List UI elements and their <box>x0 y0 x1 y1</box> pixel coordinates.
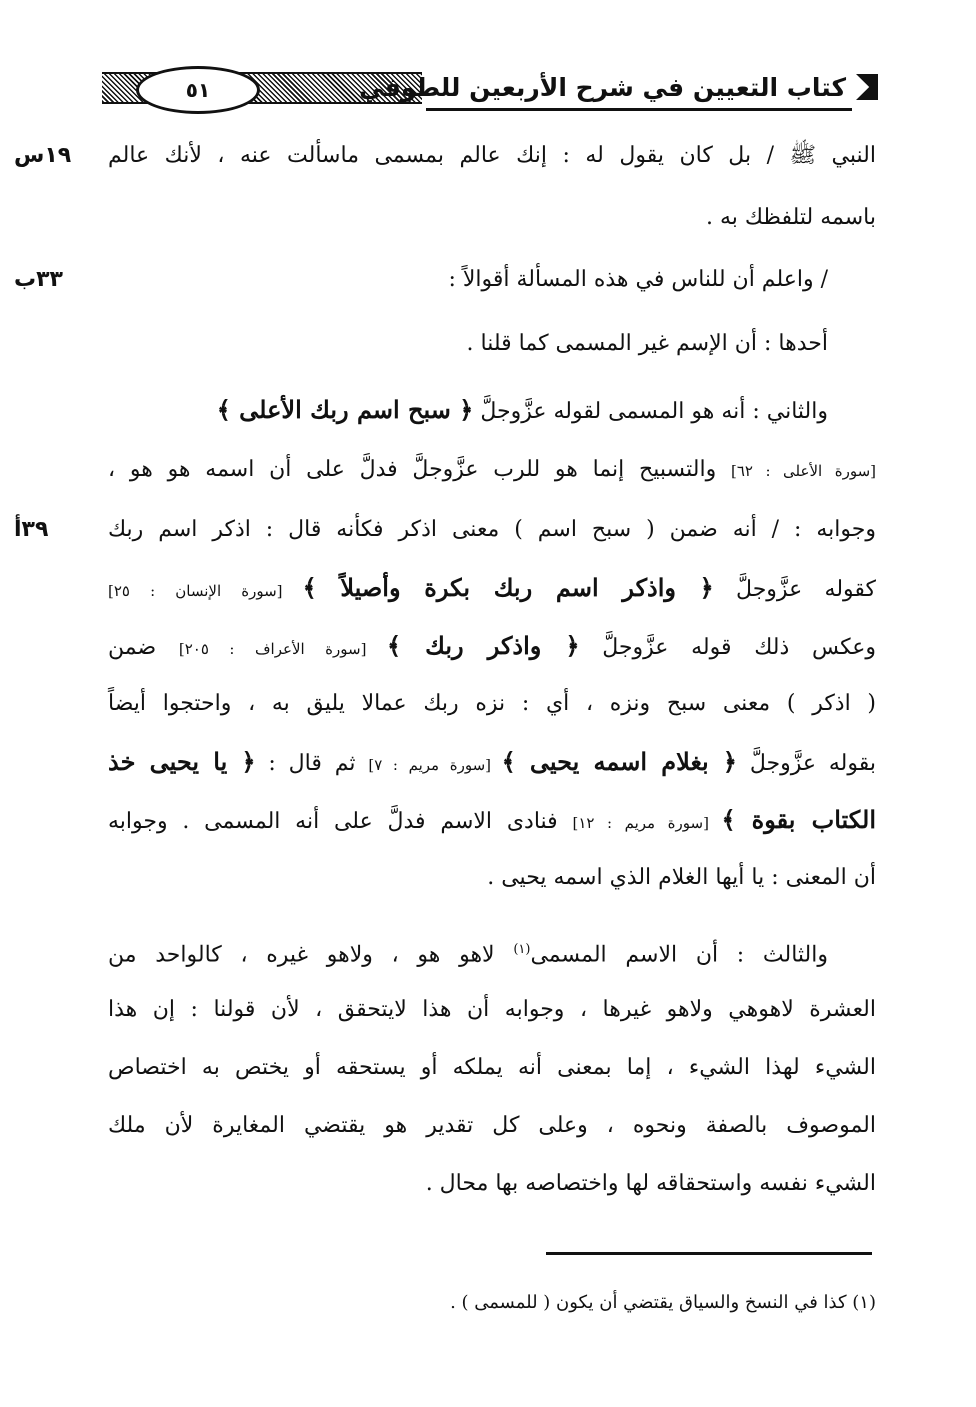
surah-reference: [سورة الأعراف : ٢٠٥] <box>178 640 387 658</box>
surah-reference: [سورة مريم : ١٢] <box>572 814 722 832</box>
text-line: أن المعنى : يا أيها الغلام الذي اسمه يحيى . <box>487 865 876 890</box>
margin-note: ٣٩أ <box>14 517 49 542</box>
running-header <box>96 62 886 114</box>
footnote: (١) كذا في النسخ والسياق يقتضي أن يكون ( للمسمى ) . <box>450 1292 876 1313</box>
header-corner-ornament <box>856 74 878 100</box>
text-line: / واعلم أن للناس في هذه المسألة أقوالاً : <box>448 267 828 292</box>
quran-quote: الكتاب بقوة ﴾ <box>721 805 877 834</box>
text-line: ( اذكر ) معنى سبح ونزه ، أي : نزه ربك عمالا يليق به ، واحتجوا أيضاً <box>108 691 876 716</box>
text-line: والثالث : أن الاسم المسمى$^{(١)}$ لاهو هو ، ولاهو غيره ، كالواحد من <box>108 942 828 968</box>
quran-quote: ﴿ بغلام اسمه يحيى ﴾ <box>501 747 737 776</box>
text-line: الشيء لهذا الشيء ، إما بمعنى أنه يملكه أو يستحقه أو يختص به اختصاص <box>108 1055 876 1080</box>
book-title: كتاب التعيين في شرح الأربعين للطوفي <box>359 73 846 102</box>
margin-note: ١٩س <box>14 143 72 168</box>
text-line: أحدها : أن الإسم غير المسمى كما قلنا . <box>466 331 828 356</box>
text-line: العشرة لاهوهي ولاهو غيرها ، وجوابه أن هذا لايتحقق ، لأن قولنا : إن هذا <box>108 997 876 1022</box>
text-line: [سورة الأعلى : ٦٢] والتسبيح إنما هو للرب عزَّوجلَّ فدلَّ على أن اسمه هو هو ، <box>108 457 876 482</box>
quran-quote: ﴿ واذكر ربك ﴾ <box>386 631 580 660</box>
quran-quote: ﴿ سبح اسم ربك الأعلى ﴾ <box>216 395 474 424</box>
surah-reference: [سورة مريم : ٧] <box>368 756 502 774</box>
margin-note: ٣٣ب <box>14 267 63 292</box>
text-line: وعكس ذلك قوله عزَّوجلَّ ﴿ واذكر ربك ﴾ [سورة الأعراف : ٢٠٥] ضمن <box>108 631 876 660</box>
text-line: بقوله عزَّوجلَّ ﴿ بغلام اسمه يحيى ﴾ [سورة مريم : ٧] ثم قال : ﴿ يا يحيى خذ <box>108 747 876 776</box>
surah-reference: [سورة الأعلى : ٦٢] <box>730 462 876 480</box>
text-line: وجوابه : / أنه ضمن ( سبح اسم ) معنى اذكر فكأنه قال : اذكر اسم ربك <box>108 517 876 542</box>
text-line: باسمه لتلفظك به . <box>705 205 876 230</box>
quran-quote: ﴿ واذكر اسم ربك بكرة وأصيلاً ﴾ <box>302 573 714 602</box>
footnote-marker: (١) <box>513 942 531 957</box>
text-line: الشيء نفسه واستحقاقه لها واختصاصه بها محال . <box>425 1171 876 1196</box>
footnote-rule <box>546 1252 872 1255</box>
text-line: الموصوف بالصفة ونحوه ، وعلى كل تقدير هو يقتضي المغايرة لأن ملك <box>108 1113 876 1138</box>
text-line: والثاني : أنه هو المسمى لقوله عزَّوجلَّ ﴿ سبح اسم ربك الأعلى ﴾ <box>216 395 828 424</box>
text-line: الكتاب بقوة ﴾ [سورة مريم : ١٢] فنادى الاسم فدلَّ على أنه المسمى . وجوابه <box>108 805 877 834</box>
page-number: ٥١ <box>136 66 260 114</box>
text-line: كقوله عزَّوجلَّ ﴿ واذكر اسم ربك بكرة وأصيلاً ﴾ [سورة الإنسان : ٢٥] <box>108 573 876 602</box>
text-line: النبي ﷺ / بل كان يقول له : إنك عالم بمسمى ماسألت عنه ، لأنك عالم <box>108 143 876 168</box>
surah-reference: [سورة الإنسان : ٢٥] <box>108 582 303 600</box>
quran-quote: ﴿ يا يحيى خذ <box>108 747 256 776</box>
